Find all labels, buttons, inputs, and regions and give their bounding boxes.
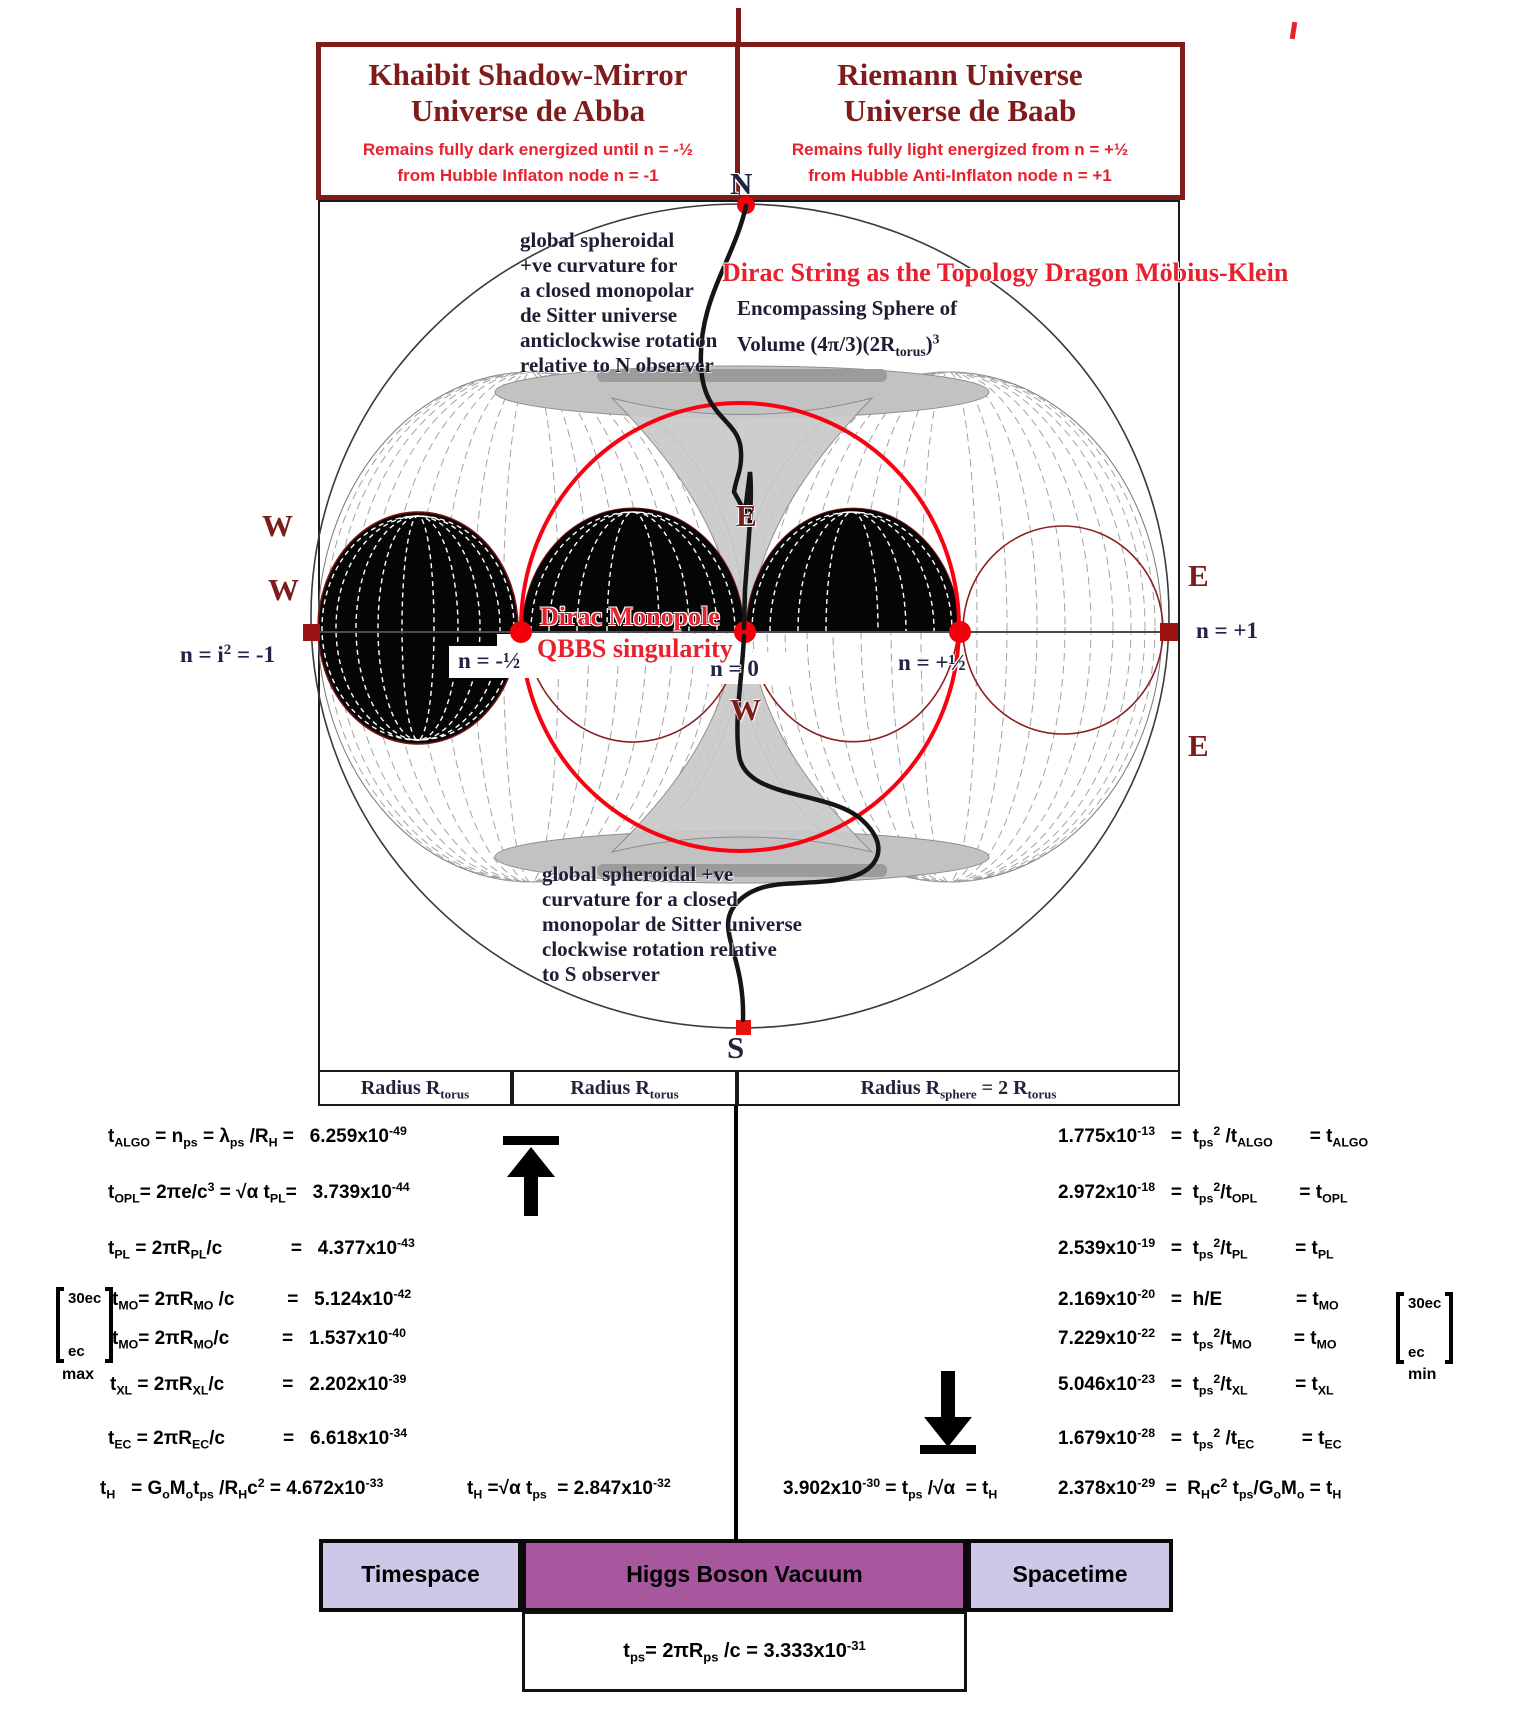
light-universe-circle [963, 526, 1163, 734]
north-note-line6: relative to N observer [520, 353, 714, 377]
south-note-line3: monopolar de Sitter universe [542, 912, 802, 936]
eq-left-topl: $t_{OPL}= 2\pi e/c^3 = √\alpha$ $t_{PL}= 3.739x10^{-44}$ [108, 1180, 410, 1206]
sphere-volume-note: Volume $(4\pi/3)(2R_{torus})^3$ [737, 331, 940, 359]
bracket-max-label: max [62, 1366, 95, 1383]
south-note-line1: global spheroidal +ve [542, 862, 734, 886]
w-label-1: W [262, 508, 293, 543]
encompassing-sphere-note: Encompassing Sphere of [737, 296, 958, 320]
bracket-min-line2: ec [1408, 1344, 1425, 1361]
down-arrow [920, 1371, 976, 1454]
n-minus-half-label: n = -½ [458, 648, 521, 673]
north-note-line3: a closed monopolar [520, 278, 694, 302]
riemann-subtitle-line1: Remains fully light energized from n = +½ [791, 140, 1129, 159]
higgs-label: Higgs Boson Vacuum [626, 1561, 863, 1587]
eq-right-tmo-he: $2.169x10^{-20} = h/E$ = $t_{MO}$ [1058, 1287, 1339, 1313]
north-note-line4: de Sitter universe [520, 303, 678, 327]
radius-torus-2-label: Radius $R_{torus}$ [570, 1077, 679, 1102]
south-note-line2: curvature for a closed [542, 887, 738, 911]
south-curvature-note [542, 862, 802, 987]
khaibit-subtitle-line2: from Hubble Inflaton node n = -1 [397, 166, 659, 185]
e-center-label: E [736, 498, 757, 533]
north-note-line5: anticlockwise rotation [520, 328, 718, 352]
khaibit-title-line1: Khaibit Shadow-Mirror [368, 57, 688, 92]
south-note-line5: to S observer [542, 962, 660, 986]
eq-th-sqrt-alpha: $t_H =√\alpha$ $t_{ps} = 2.847x10^{-32}$ [467, 1476, 671, 1502]
eq-right-th: $2.378x10^{-29} = R_Hc^2$ $t_{ps}/G_oM_o = t_H$ [1058, 1476, 1342, 1502]
e-label-1: E [1188, 558, 1209, 593]
bracket-right-glyph-2 [1445, 1292, 1453, 1364]
node-n-plus1-square [1160, 623, 1178, 641]
north-curvature-note [520, 228, 717, 378]
eq-left-tmo-min: $t_{MO}= 2\pi R_{MO}/c$ = $1.537x10^{-40}$ [112, 1326, 406, 1352]
riemann-title-line1: Riemann Universe [837, 57, 1083, 92]
bracket-max-line1: 30ec [68, 1290, 102, 1307]
n-plus-half-label: n = +½ [898, 650, 966, 675]
eq-right-tmo: $7.229x10^{-22} = t_{ps}^2/t_{MO}$ = $t_{MO}$ [1058, 1326, 1337, 1352]
radius-torus-1-label: Radius $R_{torus}$ [360, 1077, 470, 1102]
bracket-right-glyph [105, 1287, 113, 1363]
khaibit-title-line2: Universe de Abba [410, 93, 646, 128]
black-disk-left [318, 512, 521, 744]
bracket-left-glyph-2 [1396, 1292, 1404, 1364]
bracket-min-label: min [1408, 1366, 1437, 1383]
node-n-plus-half-dot [949, 621, 971, 643]
n-minus1-label: $n = i^2 = -1$ [180, 641, 276, 667]
black-half-disk-mid-right [746, 508, 960, 632]
w-label-2: W [268, 572, 299, 607]
eq-right-topl: $2.972x10^{-18} = t_{ps}^2/t_{OPL}$ = $t_{OPL}$ [1058, 1180, 1348, 1206]
node-n-minus1-square [303, 624, 320, 641]
up-arrow [503, 1136, 559, 1216]
e-label-2: E [1188, 728, 1209, 763]
bracket-max-line2: ec [68, 1343, 85, 1360]
bracket-30ec-min [1396, 1292, 1453, 1364]
dirac-monopole-label: Dirac Monopole [540, 602, 720, 631]
bracket-left-glyph [56, 1287, 64, 1363]
bracket-30ec-max [56, 1287, 113, 1363]
riemann-title-line2: Universe de Baab [843, 93, 1077, 128]
north-note-line2: +ve curvature for [520, 253, 678, 277]
eq-left-tec: $t_{EC} = 2\pi R_{EC}/c$ = $6.618x10^{-34}$ [108, 1426, 408, 1452]
eq-left-tmo-max: $t_{MO}= 2\pi R_{MO}$ /c = $5.124x10^{-42}$ [112, 1287, 412, 1313]
n-plus1-label: n = +1 [1196, 618, 1259, 643]
qbbs-singularity-label: QBBS singularity [537, 634, 733, 663]
eq-right-tpl: $2.539x10^{-19} = t_{ps}^2/t_{PL}$ = $t_{PL}$ [1058, 1236, 1334, 1262]
dirac-string-label: Dirac String as the Topology Dragon Möbius-Klein [722, 258, 1289, 287]
tps-equation: $t_{ps}= 2\pi R_{ps}$ $/c = 3.333x10^{-31}$ [623, 1637, 866, 1665]
eq-right-talgo: $1.775x10^{-13} = t_{ps}^2$ $/t_{ALGO}$ = $t_{ALGO}$ [1058, 1124, 1369, 1150]
timespace-label: Timespace [361, 1561, 480, 1587]
khaibit-subtitle-line1: Remains fully dark energized until n = -½ [362, 140, 694, 159]
eq-right-txl: $5.046x10^{-23} = t_{ps}^2/t_{XL}$ = $t_{XL}$ [1058, 1372, 1334, 1398]
north-pole-label: N [730, 166, 753, 201]
radius-sphere-label: Radius $R_{sphere} = 2$ $R_{torus}$ [860, 1077, 1057, 1102]
riemann-subtitle-line2: from Hubble Anti-Inflaton node n = +1 [808, 166, 1112, 185]
eq-left-txl: $t_{XL} = 2\pi R_{XL}/c$ = $2.202x10^{-39}$ [110, 1372, 407, 1398]
w-center-label: W [730, 692, 761, 727]
eq-left-talgo: $t_{ALGO} = n_{ps} = \lambda_{ps}$ $/R_H = 6.259x10^{-49}$ [108, 1124, 407, 1150]
n-zero-label: n = 0 [710, 656, 759, 681]
south-note-line4: clockwise rotation relative [542, 937, 777, 961]
south-pole-label: S [727, 1030, 745, 1065]
eq-right-tec: $1.679x10^{-28} = t_{ps}^2$ $/t_{EC}$ = $t_{EC}$ [1058, 1426, 1342, 1452]
eq-center-th: $3.902x10^{-30} = t_{ps}$ $/√\alpha = t_H$ [783, 1476, 998, 1502]
bracket-min-line1: 30ec [1408, 1295, 1442, 1312]
eq-left-th: $t_H = G_oM_ot_{ps}$ $/R_Hc^2 = 4.672x10^{-33}$ [100, 1476, 384, 1502]
spacetime-label: Spacetime [1012, 1561, 1128, 1587]
eq-left-tpl: $t_{PL} = 2\pi R_{PL}/c$ = $4.377x10^{-43}$ [108, 1236, 415, 1262]
north-note-line1: global spheroidal [520, 228, 675, 252]
node-n-minus-half-dot [510, 621, 532, 643]
